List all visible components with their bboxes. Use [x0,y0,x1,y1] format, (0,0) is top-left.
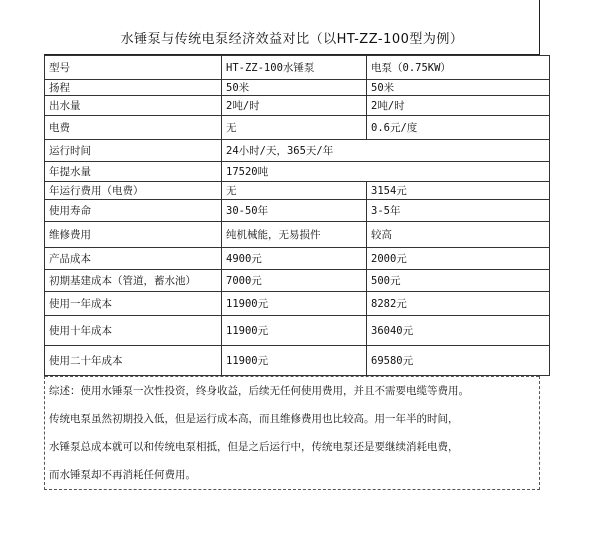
comparison-table-body [45,56,550,376]
row-label: 使用二十年成本 [45,346,222,376]
row-label: 维修费用 [45,222,222,248]
water-hammer-pump-value: 50米 [222,80,367,96]
table-row [45,316,550,346]
table-row [45,292,550,316]
water-hammer-pump-value: 17520吨 [222,162,550,182]
water-hammer-pump-value: 11900元 [222,316,367,346]
table-row [45,346,550,376]
water-hammer-pump-value: 无 [222,116,367,140]
water-hammer-pump-value: HT-ZZ-100水锤泵 [222,56,367,80]
table-row [45,162,550,182]
summary-line: 而水锤泵却不再消耗任何费用。 [49,469,196,481]
water-hammer-pump-value: 纯机械能，无易损件 [222,222,367,248]
water-hammer-pump-value: 7000元 [222,270,367,292]
row-label: 出水量 [45,96,222,116]
summary-line: 传统电泵虽然初期投入低，但是运行成本高，而且维修费用也比较高。用一年半的时间， [49,413,459,425]
electric-pump-value: 2吨/时 [367,96,550,116]
table-row [45,248,550,270]
water-hammer-pump-value: 2吨/时 [222,96,367,116]
row-label: 产品成本 [45,248,222,270]
row-label: 年提水量 [45,162,222,182]
document-title: 水锤泵与传统电泵经济效益对比（以HT-ZZ-100型为例） [44,26,540,55]
table-row [45,96,550,116]
comparison-document [44,26,540,490]
electric-pump-value: 2000元 [367,248,550,270]
table-row [45,140,550,162]
electric-pump-value: 电泵（0.75KW） [367,56,550,80]
summary-block [44,376,540,490]
electric-pump-value: 0.6元/度 [367,116,550,140]
table-row [45,80,550,96]
row-label: 使用一年成本 [45,292,222,316]
water-hammer-pump-value: 11900元 [222,346,367,376]
comparison-table [44,55,550,376]
table-row [45,270,550,292]
summary-line: 水锤泵总成本就可以和传统电泵相抵，但是之后运行中，传统电泵还是要继续消耗电费， [49,441,459,453]
electric-pump-value: 8282元 [367,292,550,316]
water-hammer-pump-value: 24小时/天，365天/年 [222,140,550,162]
table-row [45,182,550,200]
row-label: 运行时间 [45,140,222,162]
electric-pump-value: 50米 [367,80,550,96]
electric-pump-value: 3154元 [367,182,550,200]
table-row [45,116,550,140]
row-label: 扬程 [45,80,222,96]
water-hammer-pump-value: 30-50年 [222,200,367,222]
water-hammer-pump-value: 11900元 [222,292,367,316]
electric-pump-value: 500元 [367,270,550,292]
table-row [45,200,550,222]
row-label: 初期基建成本（管道，蓄水池） [45,270,222,292]
row-label: 使用寿命 [45,200,222,222]
table-row [45,222,550,248]
row-label: 使用十年成本 [45,316,222,346]
electric-pump-value: 69580元 [367,346,550,376]
electric-pump-value: 较高 [367,222,550,248]
summary-line: 综述：使用水锤泵一次性投资，终身收益，后续无任何使用费用，并且不需要电缆等费用。 [45,376,539,405]
title-wrap [44,26,540,55]
row-label: 型号 [45,56,222,80]
row-label: 年运行费用（电费） [45,182,222,200]
table-row [45,56,550,80]
electric-pump-value: 3-5年 [367,200,550,222]
water-hammer-pump-value: 无 [222,182,367,200]
water-hammer-pump-value: 4900元 [222,248,367,270]
row-label: 电费 [45,116,222,140]
electric-pump-value: 36040元 [367,316,550,346]
